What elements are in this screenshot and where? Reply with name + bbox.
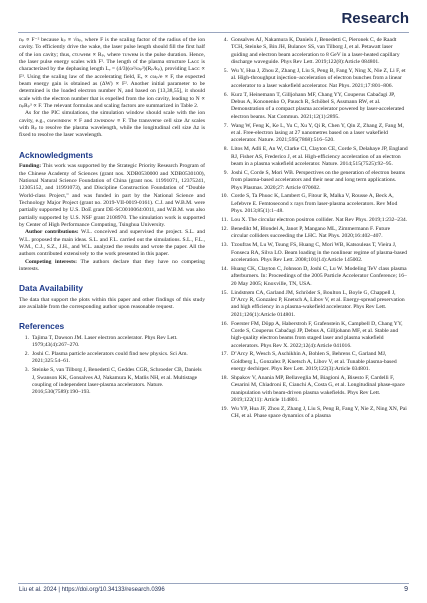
reference-item: 19. Wu YP, Hua JF, Zhou Z, Zhang J, Liu S, Peng B, Fang Y, Nie Z, Ning XN, Pai CH, et al. Phase space dynamics of a plasma bbox=[221, 406, 407, 420]
reference-item: 18. Shpakov V, Anania MP, Bellaveglia M, Biagioni A, Bisesto F, Cardelli F, Cesarini M, Chiadroni E, Cianchi A, Costa G, et al. Longitudinal phase-space manipulation with beam-driven plasma wakefields. Phys Rev Lett. 2019;122(11): Article 114801. bbox=[221, 375, 405, 404]
acknowledgments-heading: Acknowledgments bbox=[19, 149, 93, 160]
reference-item: 17. D’Arcy R, Wesch S, Aschikhin A, Bohlen S, Behrens C, Garland MJ, Goldberg L, Gonzalez P, Knetsch A, Libov V, et al. Tunable plasma-based energy dechirper. Phys Rev Lett. 2019;122(3):Article 034801. bbox=[221, 351, 397, 373]
reference-item: 7. Wang W, Feng K, Ke L, Yu C, Xu Y, Qi R, Chen Y, Qin Z, Zhang Z, Fang M, et al. Free-electron lasing at 27 nanometres based on a laser wakefield accelerator. Nature. 2021;595(7868):516–520. bbox=[223, 122, 404, 144]
reference-item: 3. Steinke S, van Tilborg J, Benedetti C, Geddes CGR, Schroeder CB, Daniels J, Swanson KK, Gonsalves AJ, Nakamura K, Matlis NH, et al. Multistage coupling of independent laser-plasma accelerators. Nature. 2016;530(7589):190–193. bbox=[24, 367, 202, 396]
body-paragraph: As for the PIC simulations, the simulation window should scale with the ion cavity, e.g., cωᴡɪɴᴅᴏᴡ ∝ F and zᴡɪɴᴅᴏᴡ ∝ F. The transverse cell size Δr scales with Rₚ to resolve the plasma wavelength, while the longitudinal cell size Δz is fixed to resolve the laser wavelength. bbox=[19, 110, 205, 139]
reference-item: 4. Gonsalves AJ, Nakamura K, Daniels J, Benedetti C, Pieronek C, de Raadt TCH, Steinke S, Bin JH, Bulanov SS, van Tilborg J, et al. Petawatt laser guiding and electron beam acceleration to 8 GeV in a laser-heated capillary discharge waveguide. Phys Rev Lett. 2019;122(8):Article 084801. bbox=[223, 37, 400, 66]
reference-item: 9. Joshi C, Corde S, Mori WB. Perspectives on the generation of electron beams from plasma-based accelerators and their near and long term applications. Phys Plasmas. 2020;27: Article 070602. bbox=[223, 169, 406, 191]
reference-item: 12. Benedikt M, Blondel A, Janot P, Mangano ML, Zimmermann F. Future circular colliders succeeding the LHC. Nat Phys. 2020;16:402–407. bbox=[221, 226, 391, 240]
reference-item: 16. Foerster FM, Döpp A, Haberstroh F, Grafenstein K, Campbell D, Chang YY, Corde S, Couperus Cabačagi JP, Debus A, Gilljohann MF, et al. Stable and high-quality electron beams from staged laser and plasma wakefield accelerators. Phys Rev X. 2022;12(4):Article 041016. bbox=[221, 320, 403, 349]
reference-item: 10. Corde S, Ta Phuoc K, Lambert G, Fitour R, Malka V, Rousse A, Beck A, Lefebvre E. Femtosecond x rays from laser-plasma accelerators. Rev Mod Phys. 2013;85(1):1–48. bbox=[221, 193, 398, 215]
reference-item: 8. Litos M, Adli E, An W, Clarke CI, Clayton CE, Corde S, Delahaye JP, England RJ, Fisher AS, Frederico J, et al. High-efficiency acceleration of an electron beam in a plasma wakefield accelerator. Nature. 2014;515(7525):92–95. bbox=[223, 146, 408, 167]
reference-item: 15. Lindstrøm CA, Garland JM, Schröder S, Boulton L, Boyle G, Chappell J, D’Arcy R, Gonzalez P, Knetsch A, Libov V, et al. Energy-spread preservation and high efficiency in a plasma-wakefield accelerator. Phys Rev Lett. 2021;126(1):Article 014801. bbox=[221, 289, 405, 318]
reference-list-left bbox=[19, 335, 205, 397]
data-availability-text: The data that support the plots within this paper and other findings of this study are available from the corresponding author upon reasonable request. bbox=[19, 296, 205, 310]
funding-paragraph bbox=[19, 163, 205, 229]
header-divider bbox=[18, 32, 409, 33]
data-availability-heading: Data Availability bbox=[19, 283, 84, 294]
journal-title: Research bbox=[341, 10, 409, 27]
competing-text: The authors declare that they have no competing interests. bbox=[19, 258, 205, 272]
reference-item: 2. Joshi C. Plasma particle accelerators could find new physics. Sci Am. 2021;325:54–61. bbox=[24, 350, 188, 365]
reference-item: 14. Huang CK, Clayton C, Johnson D, Joshi C, Lu W. Modeling TeV class plasma afterburners. In: Proceedings of the 2005 Particle Accelerator Conference; 16–20 May 2005; Knoxville, TN, USA. bbox=[221, 265, 407, 287]
right-column bbox=[218, 37, 408, 422]
page-number: 9 bbox=[404, 586, 408, 593]
contributions-paragraph bbox=[19, 229, 205, 258]
reference-list-right bbox=[218, 37, 408, 421]
header-band bbox=[0, 0, 427, 6]
contributions-label: Author contributions: bbox=[25, 229, 79, 236]
left-column bbox=[19, 37, 205, 398]
references-heading: References bbox=[19, 321, 65, 332]
competing-label: Competing interests: bbox=[25, 258, 77, 265]
footer-citation: Liu et al. 2024 | https://doi.org/10.34133/research.0396 bbox=[19, 587, 165, 593]
contributions-text: W.L. conceived and supervised the project. S.L. and W.L. proposed the main ideas. S.L. and F.L. carried out the simulations. S.L., F.L., W.M., C.J., S.Z., J.H., and W.L. analyzed the results and wrote the paper. All the authors contributed extensively to the work presented in this paper. bbox=[19, 229, 206, 258]
reference-item: 5. Wu Y, Hua J, Zhou Z, Zhang J, Liu S, Peng B, Fang Y, Ning X, Nie Z, Li F, et al. High-throughput injection–acceleration of electron bunches from a linear accelerator to a laser wakefield accelerator. Nat Phys. 2021;17:801–806. bbox=[223, 67, 406, 89]
funding-label: Funding: bbox=[19, 163, 42, 170]
body-paragraph: nₚ ∝ F⁻² because kₚ ∝ √nₚ, where F is the scaling factor of the radius of the ion cavity. To efficiently drive the wake, the laser pulse length should fill the first half of the ion cavity; thus, cτᴜᴡʜᴍ ∝ Rₚ, where τᴜᴡʜᴍ is the pulse duration. Hence, the laser pulse energy scales with F². The length of the plasma structure Lᴀᴄᴄ is characterized by the dephasing length Lₔ = (4/3)(ω²/ωₚ²)(Rₚ/kₚ), providing Lᴀᴄᴄ ∝ F³. Using the scaling law of the accelerating field, Eₓ ∝ cωₚ/e ∝ F, the expected beam energy gain is obtained as (ΔW) ∝ F². Another initial parameter to be determined is the loaded electron number N, and based on [13,38,55], it should scale with the electron number that is expelled from the ion cavity, leading to N ∝ nₚRₚ³ ∝ F. The relevant formulas and scaling factors are summarized in Table 2. bbox=[19, 37, 205, 110]
reference-item: 6. Kurz T, Heinemann T, Gilljohann MF, Chang YY, Couperus Cabačagi JP, Debus A, Kononenko O, Pausch R, Schöbel S, Assmann RW, et al. Demonstration of a compact plasma accelerator powered by laser-accelerated electron beams. Nat Commun. 2021;12(1):2895. bbox=[223, 91, 405, 120]
reference-item: 13. Tzoufras M, Lu W, Tsung FS, Huang C, Mori WB, Katsouleas T, Vieira J, Fonseca RA, Silva LO. Beam loading in the nonlinear regime of plasma-based acceleration. Phys Rev Lett. 2008;101(14):Article 145002. bbox=[221, 242, 408, 263]
reference-item: 11. Lou X. The circular electron positron collider. Nat Rev Phys. 2019;1:232–234. bbox=[221, 217, 408, 224]
footer-divider bbox=[18, 583, 409, 584]
funding-text: This work was supported by the Strategic Priority Research Program of the Chinese Academy of Sciences (grant nos. XDB0530000 and XDB0530100), National Natural Science Foundation of China (grant nos. 11991071, 12375241, 12305152, and 11991073), and Discipline Construction Foundation of “Double World-class Project,” and was funded in part by the National Science and Technology Major Project (grant no. 2019-VII-0019-0161). C.J. and W.B.M. were partially supported by U.S. DoE grant DE-SC0010064:0011, and W.B.M. was also partially supported by U.S. NSF grant 2108970. The simulation work is supported by Center of High Performance Computing, Tsinghua University. bbox=[19, 163, 205, 228]
reference-item: 1. Tajima T, Dawson JM. Laser electron accelerator. Phys Rev Lett. 1979;43(4):267–270. bbox=[24, 334, 178, 349]
competing-paragraph bbox=[19, 259, 205, 274]
